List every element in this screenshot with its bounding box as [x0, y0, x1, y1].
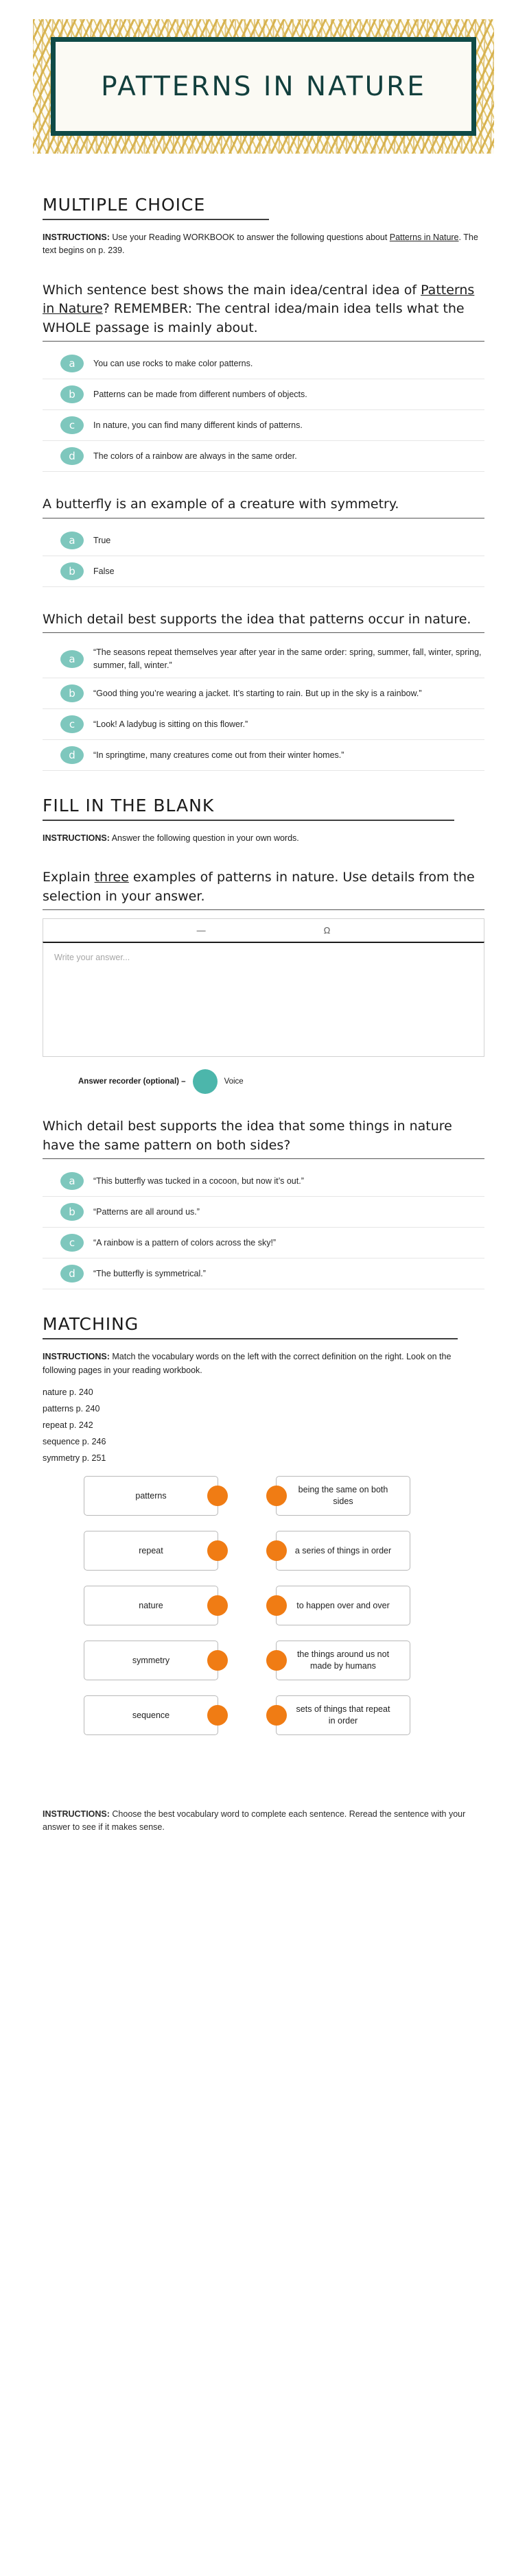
- match-connector-dot[interactable]: [207, 1595, 228, 1616]
- matching-term-label: nature: [139, 1600, 163, 1610]
- choice-option[interactable]: [43, 441, 484, 472]
- instructions-footer: [43, 1790, 484, 1835]
- matching-definition-label: to happen over and over: [296, 1600, 390, 1610]
- choice-option[interactable]: [43, 525, 484, 556]
- match-connector-dot[interactable]: [207, 1486, 228, 1506]
- matching-definition-card[interactable]: [276, 1641, 410, 1680]
- answer-recorder-label: Answer recorder (optional) –: [78, 1077, 186, 1086]
- matching-column-definitions: [276, 1476, 410, 1750]
- choice-bubble-b[interactable]: b: [60, 684, 84, 702]
- matching-column-terms: [84, 1476, 218, 1750]
- matching-term-card[interactable]: [84, 1586, 218, 1625]
- choice-bubble-a[interactable]: a: [60, 650, 84, 668]
- choice-label: False: [93, 566, 115, 576]
- choice-option[interactable]: [43, 410, 484, 441]
- section-title-multiple-choice: MULTIPLE CHOICE: [43, 195, 269, 220]
- instructions-text: Choose the best vocabulary word to complete each sentence. Reread the sentence with your answer to see if it makes sense.: [43, 1809, 466, 1833]
- choice-label: “In springtime, many creatures come out from their winter homes.”: [93, 750, 344, 760]
- choice-label: “This butterfly was tucked in a cocoon, but now it’s out.”: [93, 1176, 304, 1186]
- question-1-choices: [43, 348, 484, 472]
- instructions-label: INSTRUCTIONS:: [43, 232, 110, 242]
- section-title-matching: MATCHING: [43, 1314, 458, 1339]
- page-title: PATTERNS IN NATURE: [101, 71, 426, 102]
- choice-bubble-a[interactable]: a: [60, 1172, 84, 1190]
- answer-toolbar[interactable]: [43, 918, 484, 942]
- worksheet-content: [0, 170, 527, 1870]
- instructions-text: Match the vocabulary words on the left with the correct definition on the right. Look on the following pages in your reading workbook.: [43, 1352, 452, 1375]
- banner-frame: [51, 37, 476, 136]
- choice-label: “Good thing you’re wearing a jacket. It’s starting to rain. But up in the sky is a rainbow.”: [93, 688, 422, 698]
- match-connector-dot[interactable]: [266, 1540, 287, 1561]
- vocab-page-item: sequence p. 246: [43, 1437, 106, 1447]
- choice-bubble-c[interactable]: c: [60, 416, 84, 434]
- choice-bubble-d[interactable]: d: [60, 746, 84, 764]
- choice-bubble-c[interactable]: c: [60, 1234, 84, 1252]
- instructions-label: INSTRUCTIONS:: [43, 1352, 110, 1362]
- choice-option[interactable]: [43, 1166, 484, 1197]
- vocab-page-item: nature p. 240: [43, 1387, 93, 1398]
- instructions-text: Answer the following question in your own words.: [109, 833, 299, 843]
- choice-option[interactable]: [43, 678, 484, 709]
- question-2-text: A butterfly is an example of a creature with symmetry.: [43, 495, 484, 518]
- text-format-icon[interactable]: ―: [196, 925, 206, 936]
- voice-label: Voice: [224, 1077, 244, 1086]
- question-1-text: [43, 281, 484, 342]
- choice-option[interactable]: [43, 1228, 484, 1259]
- matching-term-label: sequence: [132, 1710, 170, 1720]
- question-4-part-1: Explain: [43, 870, 95, 885]
- question-5-choices: [43, 1166, 484, 1289]
- instructions-label: INSTRUCTIONS:: [43, 1809, 110, 1820]
- match-connector-dot[interactable]: [207, 1705, 228, 1726]
- question-2-choices: [43, 525, 484, 587]
- matching-term-label: patterns: [135, 1490, 167, 1501]
- answer-recorder-row: [78, 1069, 484, 1094]
- question-4-text: [43, 868, 484, 910]
- choice-label: True: [93, 535, 111, 545]
- choice-bubble-b[interactable]: b: [60, 562, 84, 580]
- instructions-matching: [43, 1350, 484, 1377]
- match-connector-dot[interactable]: [266, 1486, 287, 1506]
- question-1-part-1: Which sentence best shows the main idea/central idea of: [43, 282, 421, 298]
- match-connector-dot[interactable]: [266, 1595, 287, 1616]
- question-4-part-2: examples of patterns in nature. Use details from the selection in your answer.: [43, 870, 475, 904]
- matching-term-card[interactable]: [84, 1531, 218, 1571]
- vocab-page-item: patterns p. 240: [43, 1404, 100, 1414]
- answer-block: [43, 918, 484, 1094]
- choice-bubble-b[interactable]: b: [60, 1203, 84, 1221]
- instructions-text-1: Use your Reading WORKBOOK to answer the following questions about: [109, 232, 390, 242]
- answer-input[interactable]: Write your answer...: [43, 942, 484, 1057]
- instructions-underlined-title: Patterns in Nature: [389, 232, 459, 242]
- matching-term-card[interactable]: [84, 1641, 218, 1680]
- question-3-choices: [43, 640, 484, 770]
- choice-bubble-d[interactable]: d: [60, 447, 84, 465]
- match-connector-dot[interactable]: [266, 1705, 287, 1726]
- matching-definition-label: the things around us not made by humans: [296, 1649, 390, 1671]
- choice-option[interactable]: [43, 740, 484, 771]
- vocab-page-item: symmetry p. 251: [43, 1453, 106, 1464]
- matching-term-card[interactable]: [84, 1476, 218, 1516]
- choice-label: “The butterfly is symmetrical.”: [93, 1269, 206, 1279]
- choice-option[interactable]: [43, 556, 484, 587]
- matching-term-label: repeat: [139, 1545, 163, 1555]
- matching-term-label: symmetry: [132, 1655, 170, 1665]
- microphone-record-button[interactable]: [193, 1069, 218, 1094]
- match-connector-dot[interactable]: [207, 1540, 228, 1561]
- choice-label: The colors of a rainbow are always in the same order.: [93, 451, 297, 462]
- question-4-underline: three: [94, 870, 129, 885]
- instructions-text-2: . The text begins on p. 239.: [43, 232, 478, 256]
- question-3-text: Which detail best supports the idea that patterns occur in nature.: [43, 610, 484, 634]
- choice-option[interactable]: [43, 1197, 484, 1228]
- choice-label: You can use rocks to make color patterns.: [93, 359, 253, 369]
- matching-term-card[interactable]: [84, 1695, 218, 1735]
- matching-definition-card[interactable]: [276, 1531, 410, 1571]
- matching-grid: [43, 1476, 484, 1750]
- instructions-multiple-choice: [43, 231, 484, 258]
- choice-bubble-a[interactable]: a: [60, 532, 84, 549]
- choice-label: “Patterns are all around us.”: [93, 1207, 200, 1217]
- matching-definition-card[interactable]: [276, 1476, 410, 1516]
- choice-bubble-b[interactable]: b: [60, 385, 84, 403]
- choice-label: “The seasons repeat themselves year after year in the same order: spring, summer, fall, winter, spring, summer, fall, winter.”: [93, 647, 482, 670]
- question-1-part-2: ? REMEMBER: The central idea/main idea tells what the WHOLE passage is mainly about.: [43, 301, 465, 335]
- vocab-page-item: repeat p. 242: [43, 1420, 93, 1431]
- matching-definition-label: a series of things in order: [294, 1545, 392, 1555]
- matching-definition-card[interactable]: [276, 1586, 410, 1625]
- choice-option[interactable]: [43, 640, 484, 678]
- choice-option[interactable]: [43, 1259, 484, 1289]
- choice-label: In nature, you can find many different kinds of patterns.: [93, 420, 303, 431]
- choice-label: Patterns can be made from different numbers of objects.: [93, 390, 307, 400]
- section-title-fill-in-the-blank: FILL IN THE BLANK: [43, 796, 454, 821]
- choice-bubble-a[interactable]: a: [60, 355, 84, 372]
- matching-definition-label: being the same on both sides: [298, 1485, 388, 1507]
- choice-option[interactable]: [43, 379, 484, 410]
- choice-option[interactable]: [43, 709, 484, 740]
- match-connector-dot[interactable]: [266, 1650, 287, 1671]
- vocab-page-list: [43, 1384, 484, 1466]
- choice-option[interactable]: [43, 348, 484, 379]
- choice-label: “Look! A ladybug is sitting on this flower.”: [93, 719, 248, 729]
- instructions-fill-in-the-blank: [43, 832, 484, 845]
- match-connector-dot[interactable]: [207, 1650, 228, 1671]
- omega-icon[interactable]: Ω: [323, 925, 331, 936]
- matching-definition-card[interactable]: [276, 1695, 410, 1735]
- page-banner: [0, 0, 527, 170]
- choice-bubble-c[interactable]: c: [60, 715, 84, 733]
- choice-label: “A rainbow is a pattern of colors across the sky!”: [93, 1238, 277, 1248]
- question-1-underline: Patterns in Nature: [43, 282, 475, 317]
- choice-bubble-d[interactable]: d: [60, 1265, 84, 1283]
- instructions-label: INSTRUCTIONS:: [43, 833, 110, 843]
- matching-definition-label: sets of things that repeat in order: [296, 1704, 390, 1726]
- question-5-text: Which detail best supports the idea that some things in nature have the same pattern on both sides?: [43, 1117, 484, 1159]
